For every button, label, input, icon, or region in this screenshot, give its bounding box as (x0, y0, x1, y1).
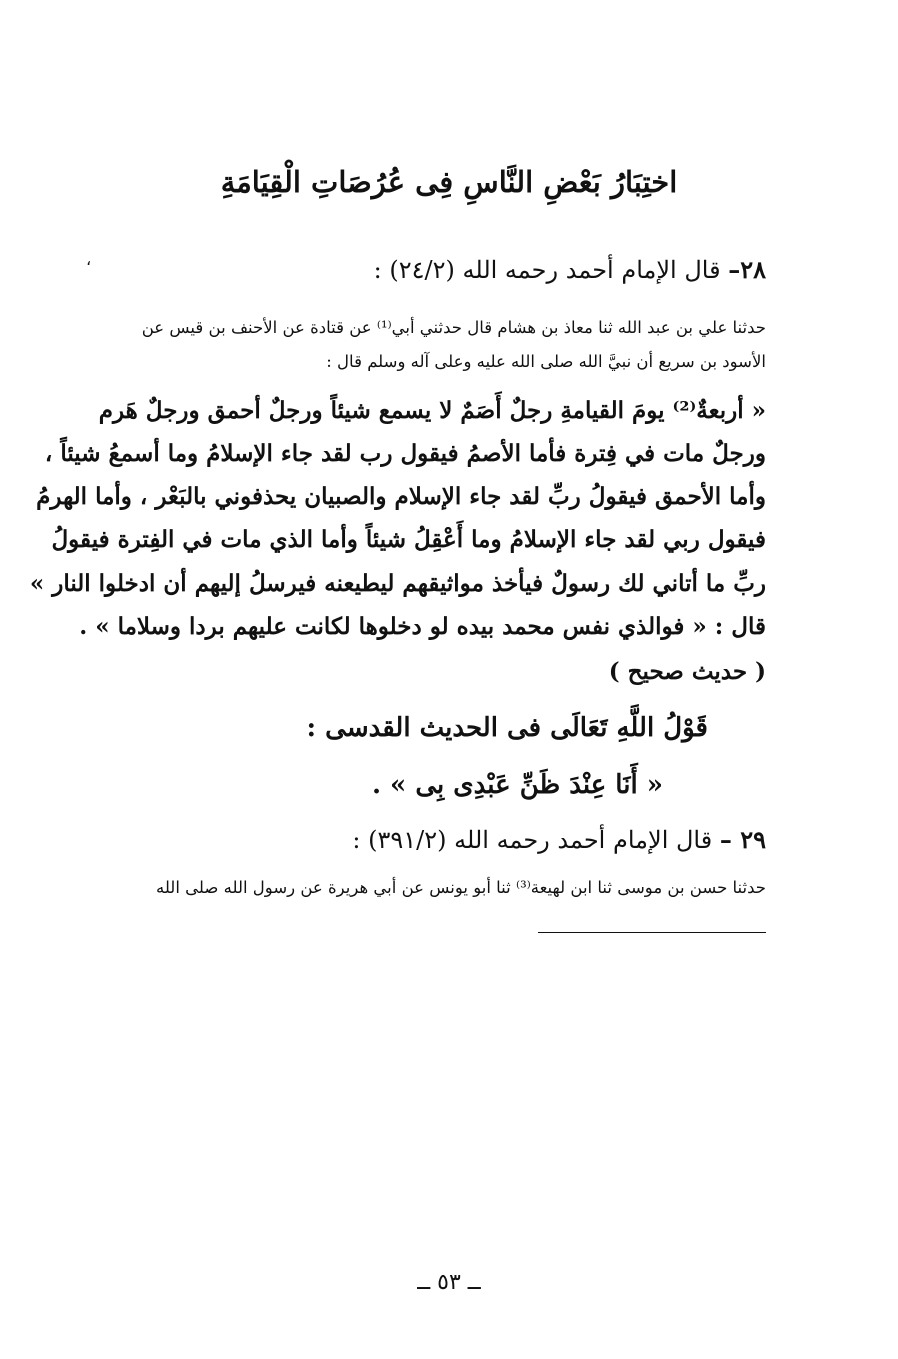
matn-line: وأما الأحمق فيقولُ ربِّ لقد جاء الإسلام والصبيان يحذفوني بالبَعْر ، وأما الهرمُ (36, 483, 766, 510)
matn-line: ربِّ ما أتاني لك رسولٌ فيأخذ مواثيقهم ليطيعنه فيرسلُ إليهم أن ادخلوا النار » (29, 570, 766, 597)
section-subtitle-quote: « أَنَا عِنْدَ ظَنِّ عَبْدِى بِى » . (371, 770, 663, 800)
footnote-separator (538, 932, 766, 933)
hadith-29-number: ٢٩ – (719, 825, 766, 854)
hadith-29-chain: حدثنا حسن بن موسى ثنا ابن لهيعة⁽³⁾ ثنا أبو يونس عن أبي هريرة عن رسول الله صلى الله (156, 878, 766, 897)
hadith-28-heading (374, 255, 766, 284)
matn-line: ورجلٌ مات في فِترة فأما الأصمُ فيقول رب لقد جاء الإسلامُ وما أسمعُ شيئاً ، (44, 440, 766, 467)
section-subtitle: قَوْلُ اللَّهِ تَعَالَى فى الحديث القدسى : (306, 713, 708, 743)
hadith-29-intro: قال الإمام أحمد رحمه الله (٣٩١/٢) : (352, 826, 713, 854)
margin-mark: ، (86, 250, 92, 269)
chapter-title: اختِبَارُ بَعْضِ النَّاسِ فِى عُرُصَاتِ الْقِيَامَةِ (220, 165, 678, 199)
hadith-28-number: ٢٨– (728, 255, 766, 284)
matn-line: فيقول ربي لقد جاء الإسلامُ وما أَعْقِلُ شيئاً وأما الذي مات في الفِترة فيقولُ (51, 526, 766, 553)
chain-line: الأسود بن سريع أن نبيَّ الله صلى الله عليه وعلى آله وسلم قال : (326, 352, 766, 371)
hadith-28-intro: قال الإمام أحمد رحمه الله (٢٤/٢) : (373, 256, 721, 284)
hadith-29-heading (352, 825, 766, 854)
page-number: ــ ٥٣ ــ (417, 1270, 481, 1295)
chain-line: حدثنا علي بن عبد الله ثنا معاذ بن هشام قال حدثني أبي⁽¹⁾ عن قتادة عن الأحنف بن قيس عن (141, 318, 766, 337)
matn-line: « أربعةٌ⁽²⁾ يومَ القيامةِ رجلٌ أَصَمٌ لا يسمع شيئاً ورجلٌ أحمق ورجلٌ هَرم (98, 397, 766, 424)
matn-line: قال : « فوالذي نفس محمد بيده لو دخلوها لكانت عليهم بردا وسلاما » . (79, 613, 766, 640)
hadith-grade: ( حديث صحيح ) (608, 658, 766, 685)
